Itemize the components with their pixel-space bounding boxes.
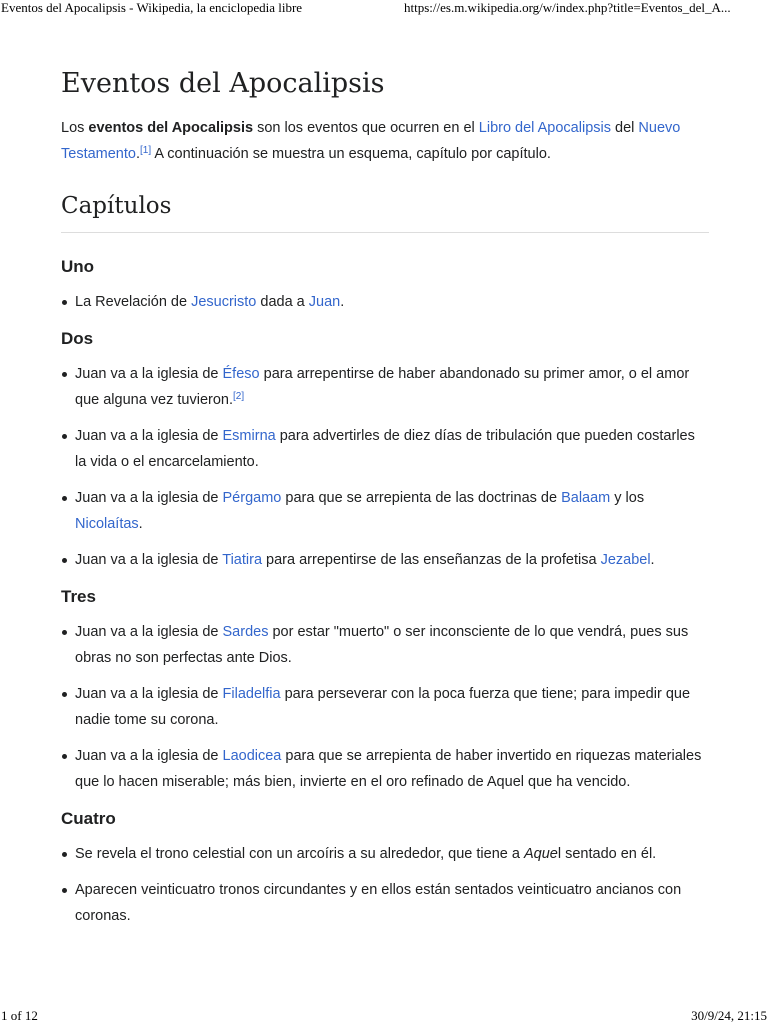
item-text: Juan va a la iglesia de	[75, 748, 223, 764]
link-balaam[interactable]: Balaam	[561, 490, 611, 506]
chapter-heading-uno: Uno	[61, 257, 95, 276]
item-text: .	[340, 294, 345, 310]
item-text: por estar "muerto" o ser inconsciente de lo que vendrá, pues sus obras no son perfectas ante Dios.	[75, 624, 689, 666]
link-tiatira[interactable]: Tiatira	[222, 552, 263, 568]
item-emphasis: Aque	[523, 846, 558, 862]
list-item	[61, 361, 709, 413]
print-url: https://es.m.wikipedia.org/w/index.php?title=Eventos_del_A...	[404, 0, 731, 15]
page-counter: 1 of 12	[1, 1008, 38, 1023]
item-text: para advertirles de diez días de tribulación que pueden costarles la vida o el encarcelamiento.	[75, 428, 695, 470]
list-item	[61, 841, 709, 867]
intro-text: Los	[61, 120, 89, 136]
chapter-list-tres	[61, 619, 709, 795]
chapter-list-dos	[61, 361, 709, 573]
link-filadelfia[interactable]: Filadelfia	[222, 686, 281, 702]
item-text: Juan va a la iglesia de	[75, 428, 223, 444]
intro-text: A continuación se muestra un esquema, capítulo por capítulo.	[151, 146, 551, 162]
section-heading-capitulos: Capítulos	[61, 187, 709, 233]
link-jesucristo[interactable]: Jesucristo	[191, 294, 257, 310]
item-text: La Revelación de	[75, 294, 192, 310]
intro-paragraph	[61, 115, 709, 167]
item-text: para perseverar con la poca fuerza que tiene; para impedir que nadie tome su corona.	[75, 686, 691, 728]
item-text: y los	[610, 490, 645, 506]
list-item	[61, 877, 709, 929]
print-header	[0, 0, 768, 20]
item-text: Aparecen veinticuatro tronos circundantes y en ellos están sentados veinticuatro ancianos con coronas.	[75, 882, 682, 924]
item-text: para arrepentirse de haber abandonado su primer amor, o el amor que alguna vez tuvieron.	[75, 366, 690, 408]
print-footer	[0, 1008, 768, 1024]
reference-1[interactable]: [1]	[140, 145, 152, 156]
item-text: .	[650, 552, 655, 568]
page-title: Eventos del Apocalipsis	[61, 68, 385, 99]
print-doc-title: Eventos del Apocalipsis - Wikipedia, la enciclopedia libre	[1, 0, 303, 15]
link-pergamo[interactable]: Pérgamo	[222, 490, 282, 506]
link-esmirna[interactable]: Esmirna	[222, 428, 276, 444]
item-text: Juan va a la iglesia de	[75, 366, 223, 382]
chapter-list-cuatro	[61, 841, 709, 929]
item-text: Juan va a la iglesia de	[75, 686, 223, 702]
reference-2[interactable]: [2]	[233, 391, 245, 402]
link-laodicea[interactable]: Laodicea	[222, 748, 282, 764]
intro-text: .	[135, 146, 140, 162]
chapter-heading-cuatro: Cuatro	[61, 809, 116, 828]
list-item	[61, 423, 709, 475]
intro-text: del	[610, 120, 639, 136]
item-text: Juan va a la iglesia de	[75, 490, 223, 506]
list-item	[61, 547, 709, 573]
intro-bold-term: eventos del Apocalipsis	[88, 120, 254, 136]
link-juan[interactable]: Juan	[308, 294, 341, 310]
link-nicolaitas[interactable]: Nicolaítas	[75, 516, 139, 532]
chapter-heading-tres: Tres	[61, 587, 96, 606]
link-jezabel[interactable]: Jezabel	[600, 552, 651, 568]
item-text: .	[138, 516, 143, 532]
item-text: para que se arrepienta de las doctrinas de	[281, 490, 562, 506]
item-text: para arrepentirse de las enseñanzas de la profetisa	[262, 552, 601, 568]
list-item	[61, 619, 709, 671]
list-item	[61, 485, 709, 537]
item-text: Juan va a la iglesia de	[75, 624, 223, 640]
chapter-heading-dos: Dos	[61, 329, 94, 348]
item-text: para que se arrepienta de haber invertido en riquezas materiales que lo hacen miserable; más bien, invierte en el oro refinado de Aquel que ha vencido.	[75, 748, 702, 790]
item-text: Se revela el trono celestial con un arcoíris a su alrededor, que tiene a	[75, 846, 524, 862]
intro-text: son los eventos que ocurren en el	[253, 120, 479, 136]
print-datetime: 30/9/24, 21:15	[691, 1008, 767, 1023]
link-nuevo-testamento[interactable]: Nuevo Testamento	[61, 120, 681, 162]
list-item	[61, 743, 709, 795]
item-text: Juan va a la iglesia de	[75, 552, 223, 568]
link-efeso[interactable]: Éfeso	[222, 366, 260, 382]
link-libro-apocalipsis[interactable]: Libro del Apocalipsis	[478, 120, 611, 136]
link-sardes[interactable]: Sardes	[222, 624, 269, 640]
chapter-list-uno	[61, 289, 709, 315]
list-item	[61, 681, 709, 733]
list-item	[61, 289, 709, 315]
item-text: l sentado en él.	[557, 846, 657, 862]
article-content	[61, 60, 709, 939]
item-text: dada a	[256, 294, 309, 310]
